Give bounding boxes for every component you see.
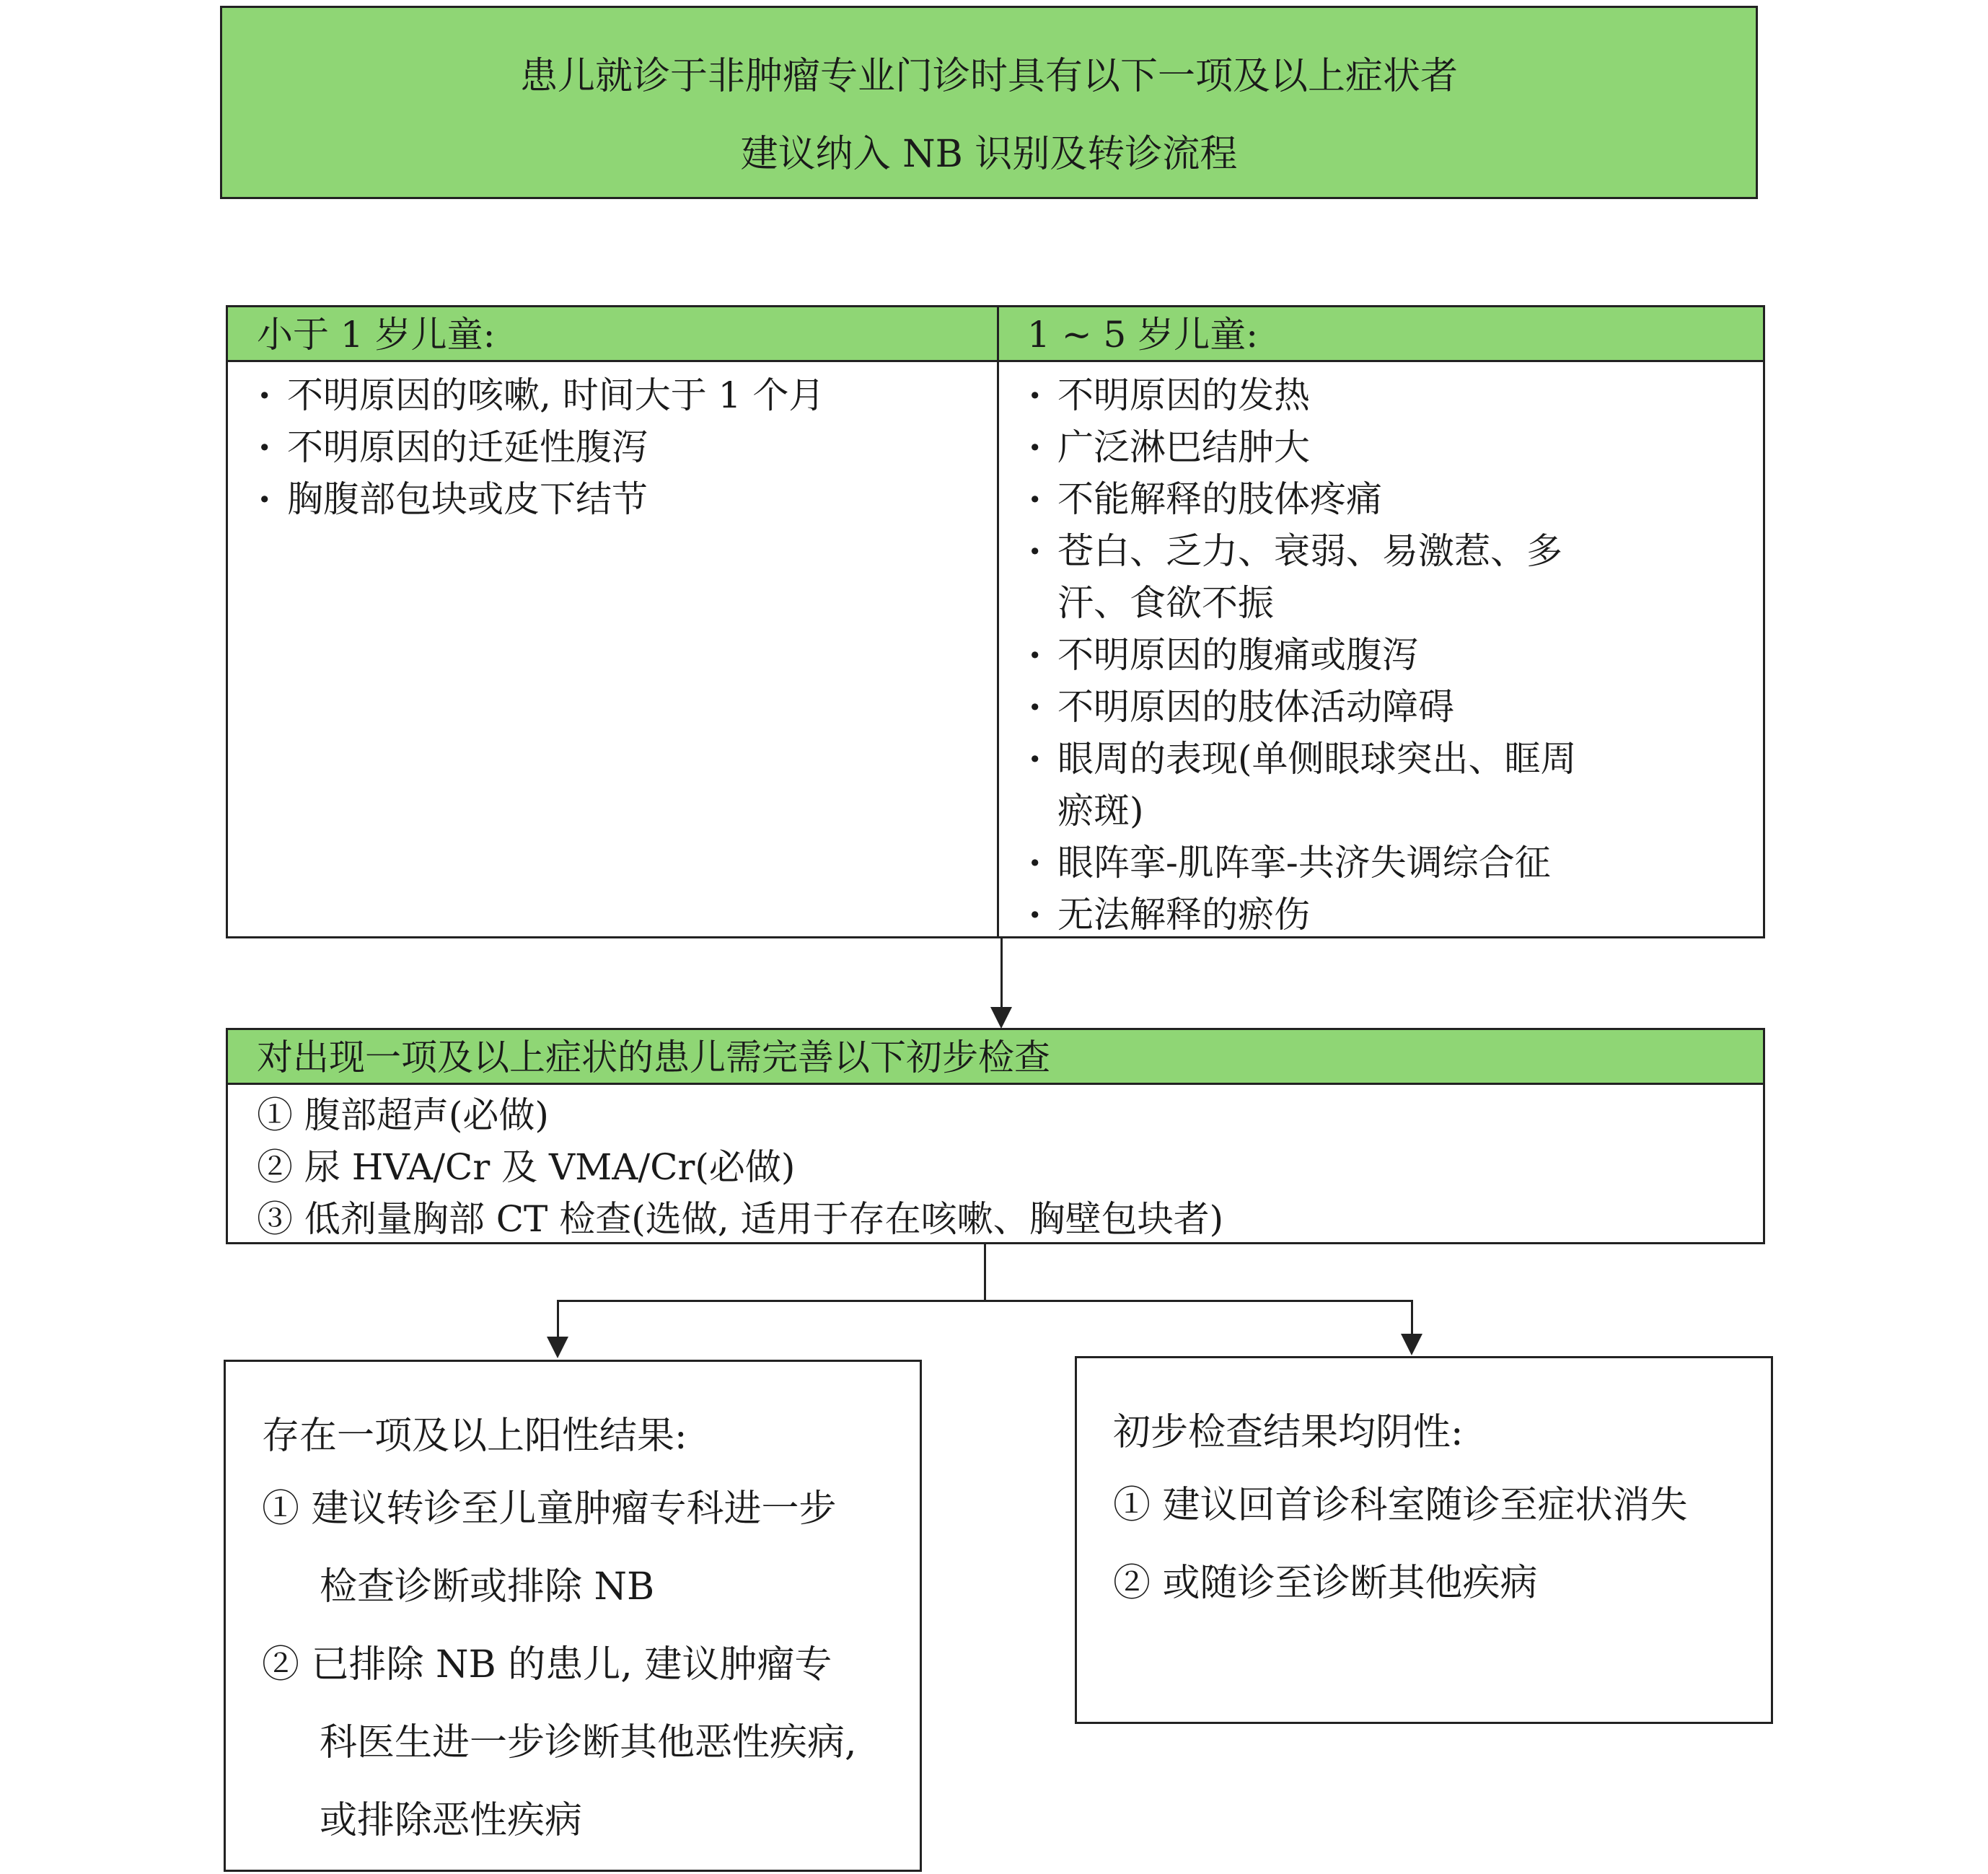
under-1-year-header: 小于 1 岁儿童: xyxy=(228,307,998,362)
symptom-item: · 不明原因的发热 xyxy=(1027,369,1577,421)
connector-line xyxy=(1411,1300,1413,1334)
positive-recommendations xyxy=(262,1470,857,1860)
symptom-item: · 胸腹部包块或皮下结节 xyxy=(257,473,824,525)
symptom-item: · 不明原因的腹痛或腹泻 xyxy=(1027,629,1577,681)
recommendation-item: ① 建议转诊至儿童肿瘤专科进一步 xyxy=(262,1487,837,1531)
recommendation-item-continued: 检查诊断或排除 NB xyxy=(320,1565,655,1609)
exam-item: ② 尿 HVA/Cr 及 VMA/Cr(必做) xyxy=(257,1146,796,1188)
positive-result-box xyxy=(224,1360,922,1872)
arrow-down-icon xyxy=(1401,1334,1422,1355)
negative-title: 初步检查结果均阴性: xyxy=(1113,1411,1464,1454)
exam-item: ③ 低剂量胸部 CT 检查(选做, 适用于存在咳嗽、胸壁包块者) xyxy=(257,1198,1224,1240)
arrow-down-icon xyxy=(547,1337,568,1358)
negative-result-box xyxy=(1075,1356,1773,1724)
connector-line xyxy=(1000,936,1003,1008)
under-1-year-symptoms xyxy=(257,369,824,525)
connector-line xyxy=(557,1300,559,1337)
recommendation-item: ② 已排除 NB 的患儿, 建议肿瘤专 xyxy=(262,1643,832,1686)
recommendation-item: ② 或随诊至诊断其他疾病 xyxy=(1113,1562,1538,1605)
recommendation-item-continued: 或排除恶性疾病 xyxy=(320,1799,583,1842)
1-to-5-year-header: 1 ~ 5 岁儿童: xyxy=(998,307,1763,362)
exam-item: ① 腹部超声(必做) xyxy=(257,1094,549,1136)
connector-line xyxy=(557,1300,1413,1302)
column-divider xyxy=(997,307,999,936)
symptom-item: · 不能解释的肢体疼痛 xyxy=(1027,473,1577,525)
preliminary-exam-box xyxy=(226,1028,1765,1244)
exam-header: 对出现一项及以上症状的患儿需完善以下初步检查 xyxy=(228,1030,1763,1085)
symptom-item: · 不明原因的迁延性腹泻 xyxy=(257,421,824,473)
connector-line xyxy=(984,1242,986,1301)
symptom-table xyxy=(226,305,1765,938)
negative-recommendations xyxy=(1113,1466,1688,1622)
positive-title: 存在一项及以上阳性结果: xyxy=(262,1415,687,1458)
symptom-item: · 无法解释的瘀伤 xyxy=(1027,889,1577,941)
recommendation-item: ① 建议回首诊科室随诊至症状消失 xyxy=(1113,1484,1688,1527)
symptom-item: · 不明原因的肢体活动障碍 xyxy=(1027,681,1577,733)
intro-line-1: 患儿就诊于非肿瘤专业门诊时具有以下一项及以上症状者 xyxy=(519,55,1458,98)
symptom-item: · 不明原因的咳嗽, 时间大于 1 个月 xyxy=(257,369,824,421)
symptom-item: · 广泛淋巴结肿大 xyxy=(1027,421,1577,473)
symptom-item: · 眼周的表现(单侧眼球突出、眶周 瘀斑) xyxy=(1027,733,1577,837)
recommendation-item-continued: 科医生进一步诊断其他恶性疾病, xyxy=(320,1721,857,1764)
intro-line-2: 建议纳入 NB 识别及转诊流程 xyxy=(740,133,1238,176)
symptom-item: · 苍白、乏力、衰弱、易激惹、多 汗、食欲不振 xyxy=(1027,525,1577,629)
1-to-5-year-symptoms xyxy=(1027,369,1577,941)
symptom-item: · 眼阵挛-肌阵挛-共济失调综合征 xyxy=(1027,837,1577,889)
arrow-down-icon xyxy=(990,1007,1012,1029)
exam-list xyxy=(257,1089,1223,1245)
intro-box xyxy=(220,6,1758,199)
